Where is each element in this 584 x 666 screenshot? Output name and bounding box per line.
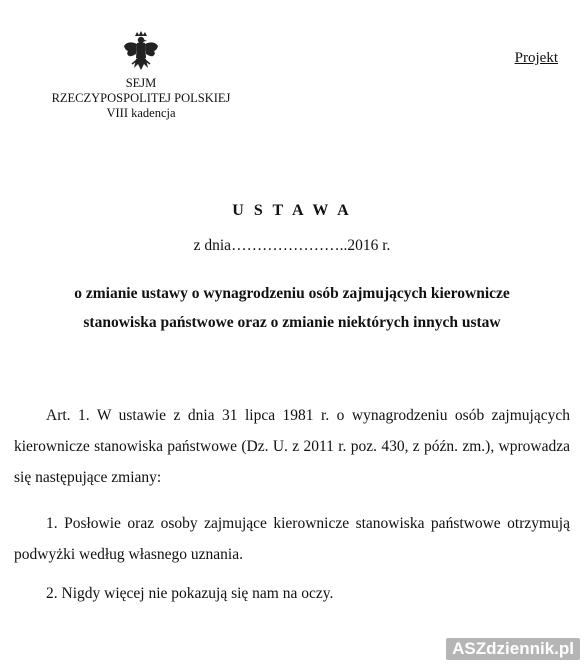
subject-line-1: o zmianie ustawy o wynagrodzeniu osób zajmujących kierownicze <box>74 285 510 302</box>
sejm-header <box>40 76 242 121</box>
item-1-paragraph: 1. Posłowie oraz osoby zajmujące kierownicze stanowiska państwowe otrzymują podwyżki według własnego uznania. <box>14 515 570 563</box>
sejm-line-3: VIII kadencja <box>106 106 176 120</box>
item-2-paragraph: 2. Nigdy więcej nie pokazują się nam na oczy. <box>46 585 334 602</box>
document-title: U S T A W A <box>232 202 352 219</box>
date-line: z dnia…………………..2016 r. <box>193 237 391 254</box>
document-subject <box>14 279 570 337</box>
subject-line-2: stanowiska państwowe oraz o zmianie niektórych innych ustaw <box>83 314 501 331</box>
polish-eagle-emblem-icon <box>122 30 160 74</box>
sejm-line-1: SEJM <box>125 76 157 90</box>
article-1-paragraph: Art. 1. W ustawie z dnia 31 lipca 1981 r. o wynagrodzeniu osób zajmujących kierownicze stanowiska państwowe (Dz. U. z 2011 r. poz. 430, z późn. zm.), wprowadza się następujące zmiany: <box>14 407 570 486</box>
site-watermark: ASZdziennik.pl <box>446 638 580 660</box>
projekt-label: Projekt <box>514 50 558 66</box>
sejm-line-2: RZECZYPOSPOLITEJ POLSKIEJ <box>51 91 231 105</box>
